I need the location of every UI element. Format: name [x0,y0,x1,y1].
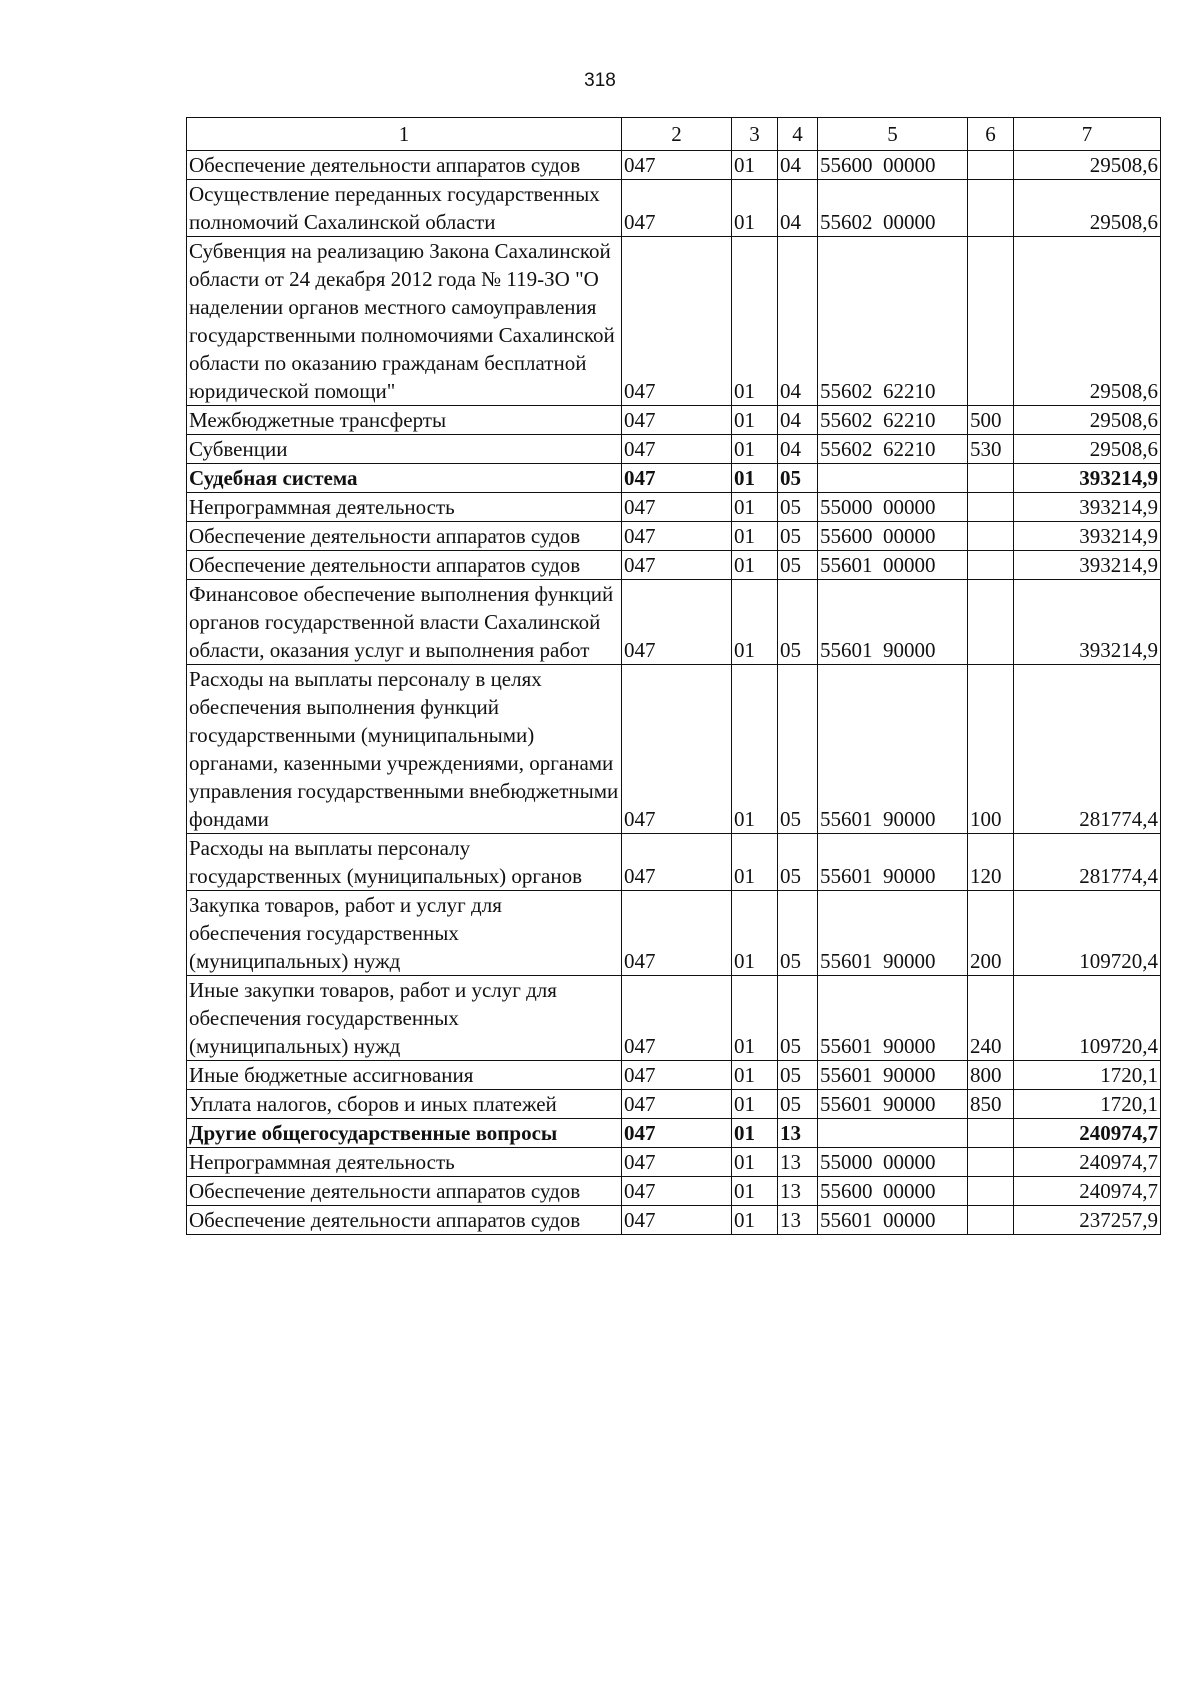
cell-col-2: 047 [622,1061,732,1090]
cell-col-4: 05 [778,1061,818,1090]
cell-col-5: 55601 90000 [818,580,968,665]
cell-col-3: 01 [732,406,778,435]
cell-col-6 [968,151,1014,180]
cell-col-7: 1720,1 [1014,1061,1161,1090]
cell-col-6: 240 [968,976,1014,1061]
table-row [187,1090,1161,1119]
cell-col-5: 55600 00000 [818,1177,968,1206]
cell-col-5: 55600 00000 [818,522,968,551]
table-row [187,1148,1161,1177]
cell-col-2: 047 [622,1148,732,1177]
header-col-3: 3 [732,118,778,151]
cell-col-7: 393214,9 [1014,522,1161,551]
cell-col-6: 800 [968,1061,1014,1090]
cell-col-4: 04 [778,180,818,237]
cell-col-7: 29508,6 [1014,435,1161,464]
cell-col-2: 047 [622,551,732,580]
cell-col-2: 047 [622,1206,732,1235]
cell-col-3: 01 [732,1177,778,1206]
cell-col-6 [968,522,1014,551]
header-col-6: 6 [968,118,1014,151]
cell-name: Закупка товаров, работ и услуг для обеспечения государственных (муниципальных) нужд [187,891,622,976]
table-row [187,834,1161,891]
cell-col-6: 500 [968,406,1014,435]
cell-col-7: 237257,9 [1014,1206,1161,1235]
cell-col-3: 01 [732,151,778,180]
cell-col-2: 047 [622,1177,732,1206]
cell-col-5: 55000 00000 [818,1148,968,1177]
cell-name: Расходы на выплаты персоналу государственных (муниципальных) органов [187,834,622,891]
cell-name: Непрограммная деятельность [187,493,622,522]
table-row [187,522,1161,551]
cell-col-4: 05 [778,464,818,493]
cell-col-3: 01 [732,580,778,665]
cell-col-2: 047 [622,1119,732,1148]
cell-col-3: 01 [732,1206,778,1235]
cell-col-2: 047 [622,180,732,237]
cell-col-6 [968,180,1014,237]
cell-col-4: 05 [778,1090,818,1119]
cell-name: Иные закупки товаров, работ и услуг для обеспечения государственных (муниципальных) нужд [187,976,622,1061]
cell-col-4: 05 [778,580,818,665]
cell-col-3: 01 [732,180,778,237]
cell-col-7: 109720,4 [1014,976,1161,1061]
cell-col-7: 240974,7 [1014,1119,1161,1148]
cell-col-6 [968,464,1014,493]
cell-col-5: 55601 00000 [818,1206,968,1235]
table-row [187,891,1161,976]
cell-col-2: 047 [622,891,732,976]
cell-col-2: 047 [622,435,732,464]
cell-col-6 [968,1119,1014,1148]
cell-col-4: 05 [778,665,818,834]
cell-name: Непрограммная деятельность [187,1148,622,1177]
header-col-1: 1 [187,118,622,151]
cell-col-4: 04 [778,237,818,406]
cell-col-4: 05 [778,834,818,891]
cell-col-4: 04 [778,406,818,435]
table-body [187,151,1161,1235]
cell-col-6: 530 [968,435,1014,464]
cell-col-4: 05 [778,493,818,522]
table-row [187,493,1161,522]
cell-col-7: 281774,4 [1014,665,1161,834]
cell-col-5: 55000 00000 [818,493,968,522]
cell-name: Обеспечение деятельности аппаратов судов [187,551,622,580]
cell-col-3: 01 [732,1148,778,1177]
cell-col-7: 29508,6 [1014,180,1161,237]
cell-name: Обеспечение деятельности аппаратов судов [187,1177,622,1206]
cell-col-4: 05 [778,891,818,976]
cell-col-4: 13 [778,1119,818,1148]
cell-col-3: 01 [732,464,778,493]
table-row [187,435,1161,464]
header-row [187,118,1161,151]
table-row [187,237,1161,406]
cell-col-3: 01 [732,1119,778,1148]
cell-col-2: 047 [622,665,732,834]
cell-col-4: 05 [778,551,818,580]
table-row [187,665,1161,834]
cell-col-6 [968,493,1014,522]
table-row [187,180,1161,237]
cell-col-7: 393214,9 [1014,580,1161,665]
cell-col-5: 55602 62210 [818,237,968,406]
cell-col-3: 01 [732,976,778,1061]
cell-col-3: 01 [732,522,778,551]
cell-col-4: 13 [778,1177,818,1206]
cell-col-6: 100 [968,665,1014,834]
cell-col-3: 01 [732,435,778,464]
cell-col-6 [968,1206,1014,1235]
cell-col-5: 55601 90000 [818,976,968,1061]
cell-col-3: 01 [732,493,778,522]
cell-col-7: 240974,7 [1014,1148,1161,1177]
cell-col-7: 109720,4 [1014,891,1161,976]
cell-col-3: 01 [732,891,778,976]
cell-name: Межбюджетные трансферты [187,406,622,435]
cell-col-6: 120 [968,834,1014,891]
cell-col-2: 047 [622,580,732,665]
cell-col-6: 850 [968,1090,1014,1119]
table-row [187,580,1161,665]
cell-col-3: 01 [732,1061,778,1090]
cell-col-6 [968,1177,1014,1206]
cell-col-7: 29508,6 [1014,406,1161,435]
cell-name: Уплата налогов, сборов и иных платежей [187,1090,622,1119]
cell-name: Субвенции [187,435,622,464]
cell-col-7: 1720,1 [1014,1090,1161,1119]
cell-col-4: 13 [778,1206,818,1235]
table-row [187,976,1161,1061]
cell-col-2: 047 [622,1090,732,1119]
cell-col-5: 55600 00000 [818,151,968,180]
cell-col-5: 55601 90000 [818,665,968,834]
cell-col-7: 393214,9 [1014,551,1161,580]
cell-name: Расходы на выплаты персоналу в целях обеспечения выполнения функций государственными (муниципальными) органами, казенными учреждениями, органами управления государственными внебюджетными фондами [187,665,622,834]
cell-col-5: 55601 90000 [818,891,968,976]
cell-col-5: 55602 00000 [818,180,968,237]
header-col-4: 4 [778,118,818,151]
cell-col-6 [968,1148,1014,1177]
cell-col-7: 281774,4 [1014,834,1161,891]
cell-col-3: 01 [732,1090,778,1119]
cell-col-7: 393214,9 [1014,493,1161,522]
cell-col-6: 200 [968,891,1014,976]
cell-col-7: 393214,9 [1014,464,1161,493]
cell-col-4: 04 [778,151,818,180]
cell-col-5: 55602 62210 [818,406,968,435]
cell-col-3: 01 [732,834,778,891]
table-row [187,1061,1161,1090]
cell-col-2: 047 [622,237,732,406]
cell-col-3: 01 [732,551,778,580]
cell-col-5: 55601 90000 [818,1061,968,1090]
cell-name: Иные бюджетные ассигнования [187,1061,622,1090]
cell-name: Обеспечение деятельности аппаратов судов [187,1206,622,1235]
cell-name: Осуществление переданных государственных полномочий Сахалинской области [187,180,622,237]
header-col-5: 5 [818,118,968,151]
table-row [187,1119,1161,1148]
cell-col-2: 047 [622,834,732,891]
budget-table [186,117,1161,1235]
cell-col-2: 047 [622,522,732,551]
cell-col-5: 55602 62210 [818,435,968,464]
cell-col-2: 047 [622,151,732,180]
cell-col-7: 29508,6 [1014,237,1161,406]
table-row [187,151,1161,180]
header-col-2: 2 [622,118,732,151]
header-col-7: 7 [1014,118,1161,151]
cell-col-4: 13 [778,1148,818,1177]
cell-name: Обеспечение деятельности аппаратов судов [187,151,622,180]
cell-col-6 [968,551,1014,580]
cell-col-5: 55601 90000 [818,834,968,891]
cell-col-2: 047 [622,976,732,1061]
cell-col-7: 29508,6 [1014,151,1161,180]
cell-col-3: 01 [732,237,778,406]
cell-col-5 [818,1119,968,1148]
cell-col-4: 05 [778,522,818,551]
cell-col-5: 55601 00000 [818,551,968,580]
table-row [187,1206,1161,1235]
cell-name: Финансовое обеспечение выполнения функций органов государственной власти Сахалинской области, оказания услуг и выполнения работ [187,580,622,665]
cell-col-2: 047 [622,406,732,435]
cell-col-2: 047 [622,464,732,493]
table-row [187,1177,1161,1206]
cell-col-3: 01 [732,665,778,834]
cell-col-5: 55601 90000 [818,1090,968,1119]
cell-col-7: 240974,7 [1014,1177,1161,1206]
cell-name: Другие общегосударственные вопросы [187,1119,622,1148]
cell-col-6 [968,580,1014,665]
cell-col-4: 05 [778,976,818,1061]
page-number: 318 [584,70,616,91]
cell-col-4: 04 [778,435,818,464]
table-row [187,406,1161,435]
table-row [187,551,1161,580]
cell-col-6 [968,237,1014,406]
cell-name: Субвенция на реализацию Закона Сахалинской области от 24 декабря 2012 года № 119-ЗО "О наделении органов местного самоуправления государственными полномочиями Сахалинской области по оказанию гражданам бесплатной юридической помощи" [187,237,622,406]
cell-col-2: 047 [622,493,732,522]
cell-name: Судебная система [187,464,622,493]
table-row [187,464,1161,493]
cell-col-5 [818,464,968,493]
cell-name: Обеспечение деятельности аппаратов судов [187,522,622,551]
